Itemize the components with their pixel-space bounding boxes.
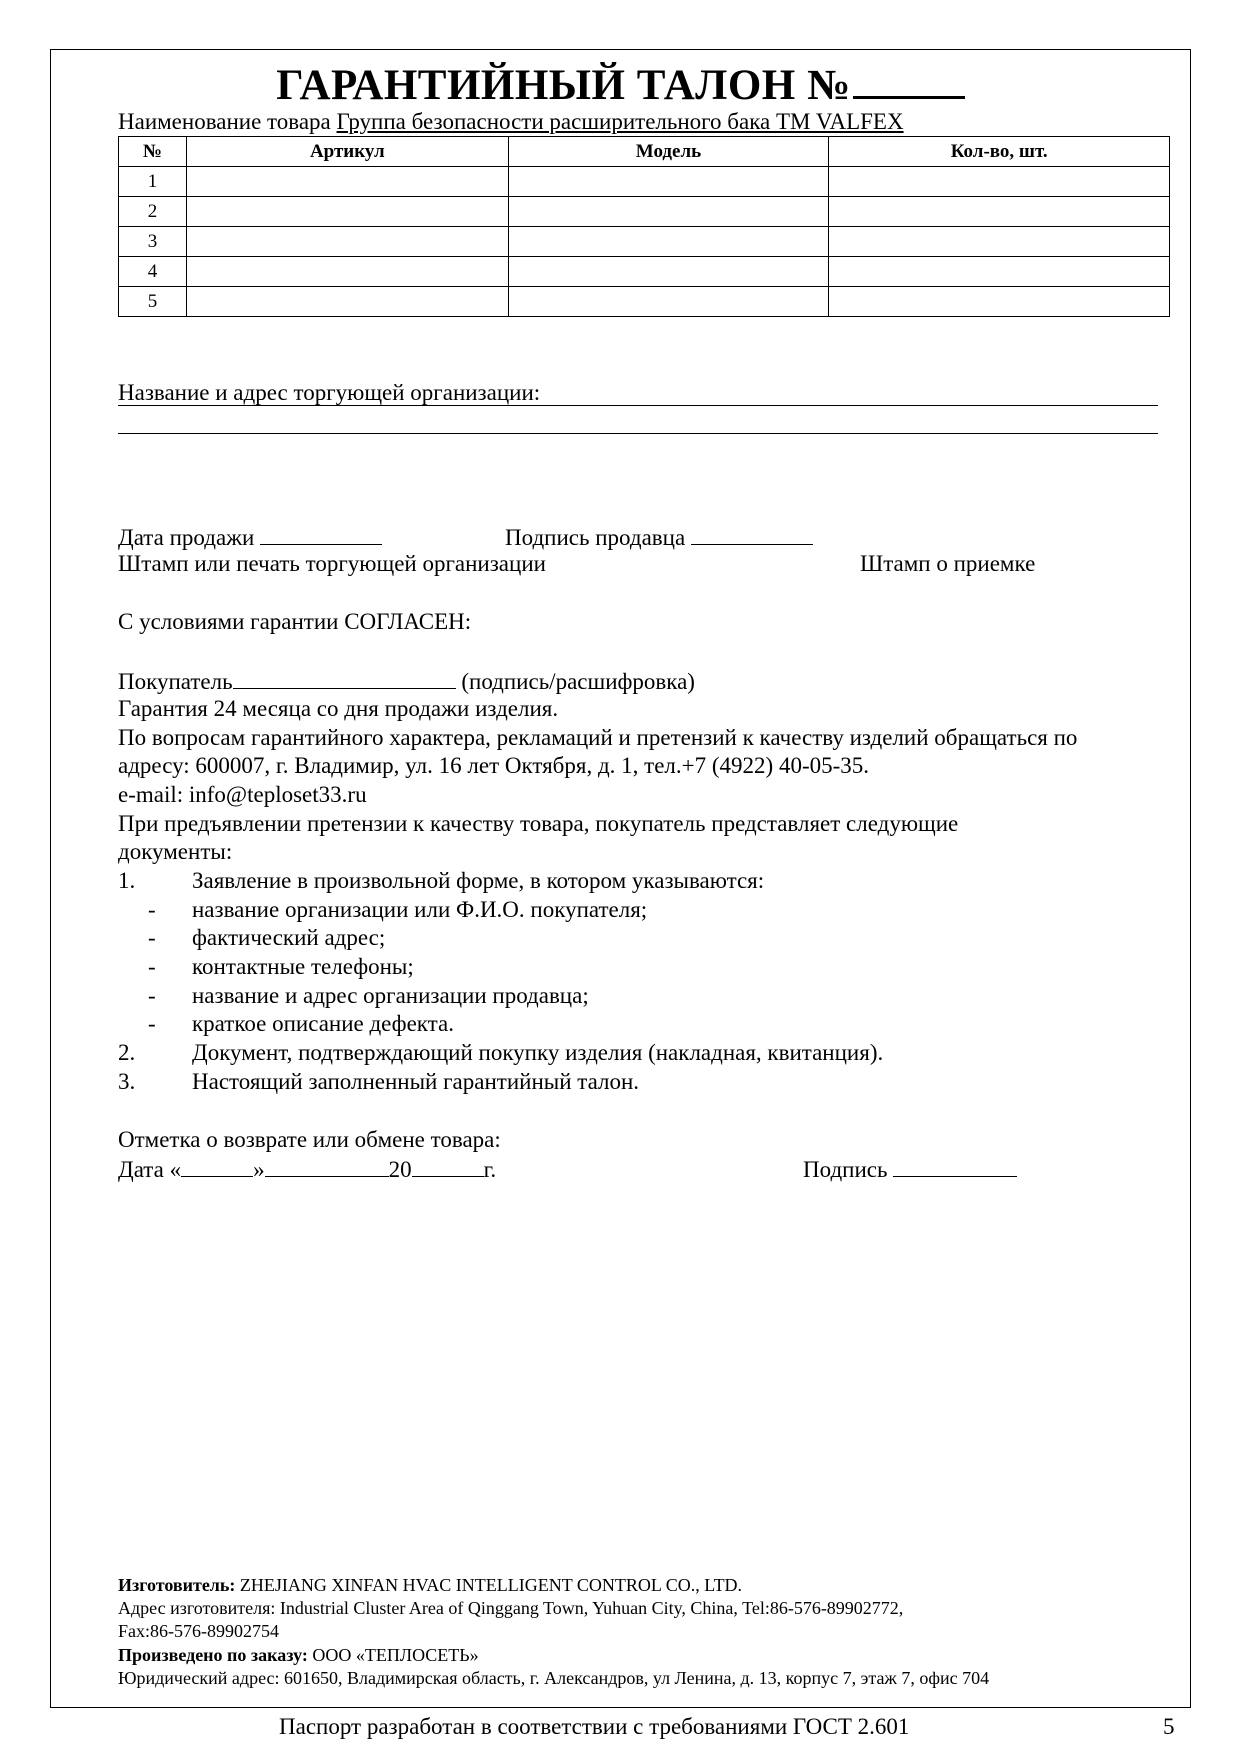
sub-item: название организации или Ф.И.О. покупателя; <box>192 897 648 922</box>
quantity-cell[interactable] <box>829 257 1170 287</box>
return-signature-row <box>803 1154 1017 1184</box>
table-row <box>119 197 1170 227</box>
doc-text: Документ, подтверждающий покупку изделия (накладная, квитанция). <box>192 1040 884 1065</box>
quantity-cell[interactable] <box>829 167 1170 197</box>
order-row <box>118 1644 479 1667</box>
quantity-cell[interactable] <box>829 197 1170 227</box>
title-text: ГАРАНТИЙНЫЙ ТАЛОН № <box>276 62 851 109</box>
date-mid: » <box>253 1157 265 1182</box>
product-name-row <box>118 108 904 136</box>
doc-number: 3. <box>118 1069 136 1094</box>
date-month-field[interactable] <box>265 1154 389 1177</box>
sub-item-dash: - <box>148 1011 156 1036</box>
email-text: e-mail: info@teploset33.ru <box>118 782 367 807</box>
sub-item: контактные телефоны; <box>192 954 414 979</box>
col-header-article: Артикул <box>186 137 508 167</box>
product-value: Группа безопасности расширительного бака TM VALFEX <box>336 109 904 134</box>
table-header-row <box>119 137 1170 167</box>
return-label: Отметка о возврате или обмене товара: <box>118 1127 501 1152</box>
product-label: Наименование товара <box>118 109 331 134</box>
order-label: Произведено по заказу: <box>118 1645 308 1665</box>
buyer-hint: (подпись/расшифровка) <box>461 669 695 694</box>
model-cell[interactable] <box>508 257 829 287</box>
seller-sign-label: Подпись продавца <box>505 525 686 550</box>
article-cell[interactable] <box>186 197 508 227</box>
contact-line-1: По вопросам гарантийного характера, рекламаций и претензий к качеству изделий обращаться по <box>118 725 1078 750</box>
sale-date-label: Дата продажи <box>118 525 255 550</box>
col-header-number: № <box>119 137 187 167</box>
article-cell[interactable] <box>186 167 508 197</box>
seller-sign-field[interactable] <box>691 522 813 545</box>
col-header-model: Модель <box>508 137 829 167</box>
sub-item-dash: - <box>148 925 156 950</box>
article-cell[interactable] <box>186 287 508 317</box>
model-cell[interactable] <box>508 227 829 257</box>
buyer-row <box>118 666 695 696</box>
seller-address-line-2[interactable] <box>118 433 1158 434</box>
legal-address: Юридический адрес: 601650, Владимирская область, г. Александров, ул Ленина, д. 13, корпус 7, этаж 7, офис 704 <box>118 1668 990 1688</box>
page-title <box>50 56 1191 112</box>
model-cell[interactable] <box>508 167 829 197</box>
article-cell[interactable] <box>186 257 508 287</box>
table-row <box>119 257 1170 287</box>
quantity-cell[interactable] <box>829 227 1170 257</box>
article-cell[interactable] <box>186 227 508 257</box>
sub-item-dash: - <box>148 983 156 1008</box>
sub-item: краткое описание дефекта. <box>192 1011 454 1036</box>
row-number: 2 <box>119 197 187 227</box>
contact-line-2: адресу: 600007, г. Владимир, ул. 16 лет Октября, д. 1, тел.+7 (4922) 40-05-35. <box>118 753 870 778</box>
stamp-label: Штамп или печать торгующей организации <box>118 551 546 576</box>
sale-date-row <box>118 522 382 552</box>
date-day-field[interactable] <box>181 1154 253 1177</box>
sub-item-dash: - <box>148 897 156 922</box>
signature-label: Подпись <box>803 1157 888 1182</box>
manufacturer-address-2: Fax:86-576-89902754 <box>118 1621 279 1641</box>
page-number: 5 <box>1163 1714 1175 1739</box>
table-row <box>119 227 1170 257</box>
order-value: ООО «ТЕПЛОСЕТЬ» <box>312 1645 479 1665</box>
doc-number: 2. <box>118 1040 136 1065</box>
page-footer: Паспорт разработан в соответствии с требованиями ГОСТ 2.601 <box>279 1714 910 1739</box>
manufacturer-row <box>118 1574 742 1597</box>
row-number: 1 <box>119 167 187 197</box>
table-row <box>119 287 1170 317</box>
sub-item: название и адрес организации продавца; <box>192 983 589 1008</box>
claim-line-2: документы: <box>118 839 233 864</box>
doc-text: Заявление в произвольной форме, в котором указываются: <box>192 868 765 893</box>
doc-text: Настоящий заполненный гарантийный талон. <box>192 1069 640 1094</box>
doc-number: 1. <box>118 868 136 893</box>
goods-table <box>118 136 1170 317</box>
date-suffix: г. <box>483 1157 497 1182</box>
accept-stamp-label: Штамп о приемке <box>860 551 1036 576</box>
talon-number-field[interactable] <box>853 56 965 99</box>
seller-address-line-1[interactable] <box>118 405 1158 406</box>
buyer-label: Покупатель <box>118 669 233 694</box>
sub-item-dash: - <box>148 954 156 979</box>
model-cell[interactable] <box>508 287 829 317</box>
date-prefix: Дата « <box>118 1157 182 1182</box>
agree-text: С условиями гарантии СОГЛАСЕН: <box>118 609 472 634</box>
manufacturer-address-1: Адрес изготовителя: Industrial Cluster Area of Qinggang Town, Yuhuan City, China, Tel:86-576-89902772, <box>118 1598 904 1618</box>
col-header-quantity: Кол-во, шт. <box>829 137 1170 167</box>
warranty-text: Гарантия 24 месяца со дня продажи изделия. <box>118 696 559 721</box>
return-signature-field[interactable] <box>893 1154 1017 1177</box>
seller-sign-row <box>505 522 813 552</box>
seller-label: Название и адрес торгующей организации: <box>118 380 541 405</box>
buyer-sign-field[interactable] <box>233 666 456 689</box>
return-date-row <box>118 1154 496 1184</box>
model-cell[interactable] <box>508 197 829 227</box>
row-number: 5 <box>119 287 187 317</box>
claim-line-1: При предъявлении претензии к качеству товара, покупатель представляет следующие <box>118 811 959 836</box>
manufacturer-label: Изготовитель: <box>118 1575 236 1595</box>
row-number: 3 <box>119 227 187 257</box>
sale-date-field[interactable] <box>260 522 382 545</box>
date-year-prefix: 20 <box>388 1157 412 1182</box>
table-row <box>119 167 1170 197</box>
row-number: 4 <box>119 257 187 287</box>
date-year-field[interactable] <box>412 1154 484 1177</box>
quantity-cell[interactable] <box>829 287 1170 317</box>
sub-item: фактический адрес; <box>192 925 386 950</box>
manufacturer-value: ZHEJIANG XINFAN HVAC INTELLIGENT CONTROL CO., LTD. <box>239 1575 743 1595</box>
